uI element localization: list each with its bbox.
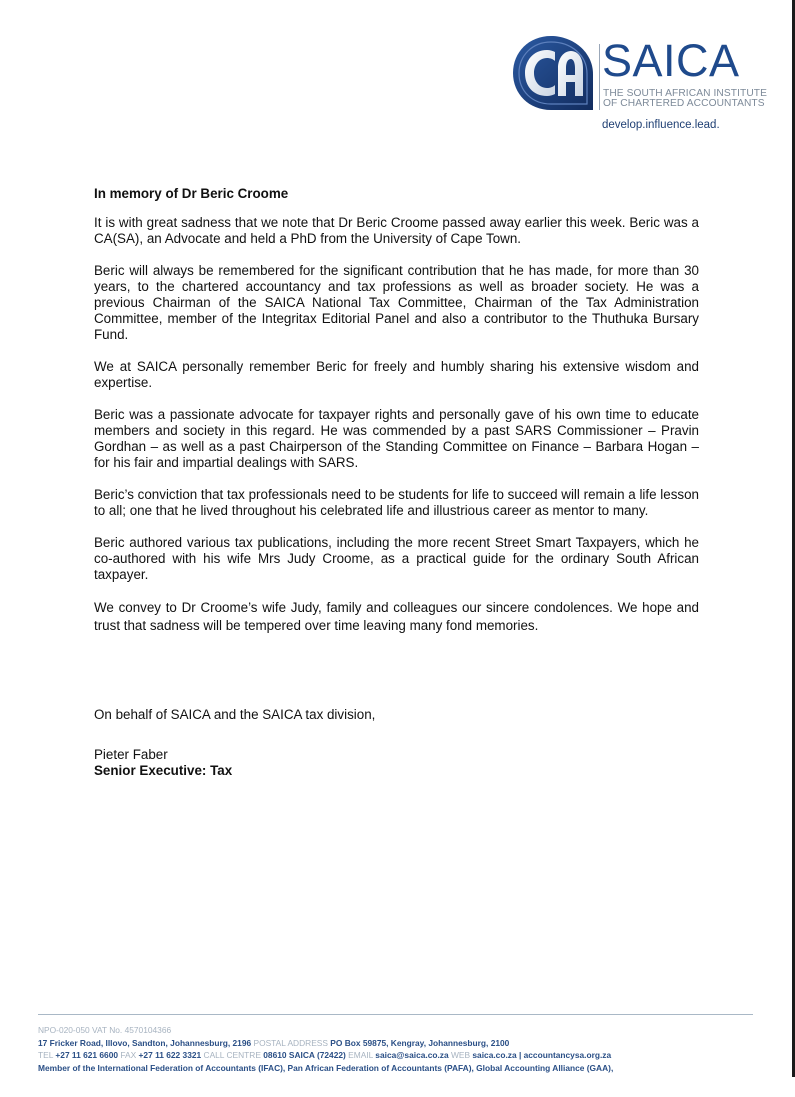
paragraph-intro: It is with great sadness that we note that Dr Beric Croome passed away earlier this week. Beric was a CA(SA), an Advocate and held a PhD from the University of Cape Town.	[94, 215, 699, 246]
footer-email-label: EMAIL	[348, 1050, 373, 1061]
paragraph-publications: Beric authored various tax publications, including the more recent Street Smart Taxpayers, which he co-authored with his wife Mrs Judy Croome, as a practical guide for the ordinary South African taxpayer.	[94, 535, 699, 582]
signoff	[94, 707, 375, 779]
footer-membership: Member of the International Federation of Accountants (IFAC), Pan African Federation of Accountants (PAFA), Global Accounting Alliance (GAA),	[38, 1062, 614, 1073]
footer-call-centre: 08610 SAICA (72422)	[263, 1050, 346, 1061]
logo-divider	[599, 44, 600, 110]
paragraph-condolences: We convey to Dr Croome’s wife Judy, family and colleagues our sincere condolences. We hope and trust that sadness will be tempered over time leaving many fond memories.	[94, 600, 699, 633]
footer-tel-label: TEL	[38, 1050, 54, 1061]
saica-logo	[511, 34, 768, 134]
logo-subtitle-line2: OF CHARTERED ACCOUNTANTS	[603, 98, 765, 109]
signatory-name: Pieter Faber	[94, 747, 168, 762]
paragraph-contribution: Beric will always be remembered for the significant contribution that he has made, for more than 30 years, to the chartered accountancy and tax professions as well as broader society. He was a previous Chairman of the SAICA National Tax Committee, Chairman of the Tax Administration Committee, member of the Integritax Editorial Panel and also a contributor to the Thuthuka Bursary Fund.	[94, 263, 699, 342]
footer-registration: NPO-020-050 VAT No. 4570104366	[38, 1025, 172, 1035]
closing-line: On behalf of SAICA and the SAICA tax division,	[94, 707, 376, 722]
paragraph-remember: We at SAICA personally remember Beric for freely and humbly sharing his extensive wisdom and expertise.	[94, 359, 699, 390]
letter-title: In memory of Dr Beric Croome	[94, 186, 289, 201]
footer-divider	[38, 1014, 753, 1015]
footer-web: saica.co.za | accountancysa.org.za	[472, 1050, 612, 1061]
logo-tagline: develop.influence.lead.	[602, 119, 720, 131]
logo-subtitle-line1: THE SOUTH AFRICAN INSTITUTE	[603, 88, 768, 99]
footer-call-centre-label: CALL CENTRE	[203, 1050, 261, 1061]
paragraph-advocate: Beric was a passionate advocate for taxpayer rights and personally gave of his own time to educate members and society in this regard. He was commended by a past SARS Commissioner – Pravin Gordhan – as well as a past Chairperson of the Standing Committee on Finance – Barbara Hogan – for his fair and impartial dealings with SARS.	[94, 407, 699, 470]
footer-postal-label: POSTAL ADDRESS	[253, 1037, 328, 1048]
ca-monogram-icon	[511, 34, 595, 112]
footer-fax-label: FAX	[120, 1050, 137, 1061]
footer-fax: +27 11 622 3321	[138, 1050, 202, 1061]
footer-postal-address: PO Box 59875, Kengray, Johannesburg, 2100	[330, 1037, 510, 1048]
footer-street-address: 17 Fricker Road, Illovo, Sandton, Johannesburg, 2196	[38, 1037, 252, 1048]
letter-body	[94, 186, 699, 635]
signatory-title: Senior Executive: Tax	[94, 763, 233, 778]
paragraph-conviction: Beric’s conviction that tax professionals need to be students for life to succeed will remain a life lesson to all; one that he lived throughout his celebrated life and illustrious career as mentor to many.	[94, 487, 699, 518]
footer-tel: +27 11 621 6600	[55, 1050, 119, 1061]
footer-web-label: WEB	[450, 1050, 471, 1061]
letterhead-footer	[38, 1024, 613, 1074]
logo-wordmark: SAICA	[602, 35, 740, 86]
logo-subtitle	[603, 89, 767, 109]
footer-email: saica@saica.co.za	[375, 1050, 449, 1061]
